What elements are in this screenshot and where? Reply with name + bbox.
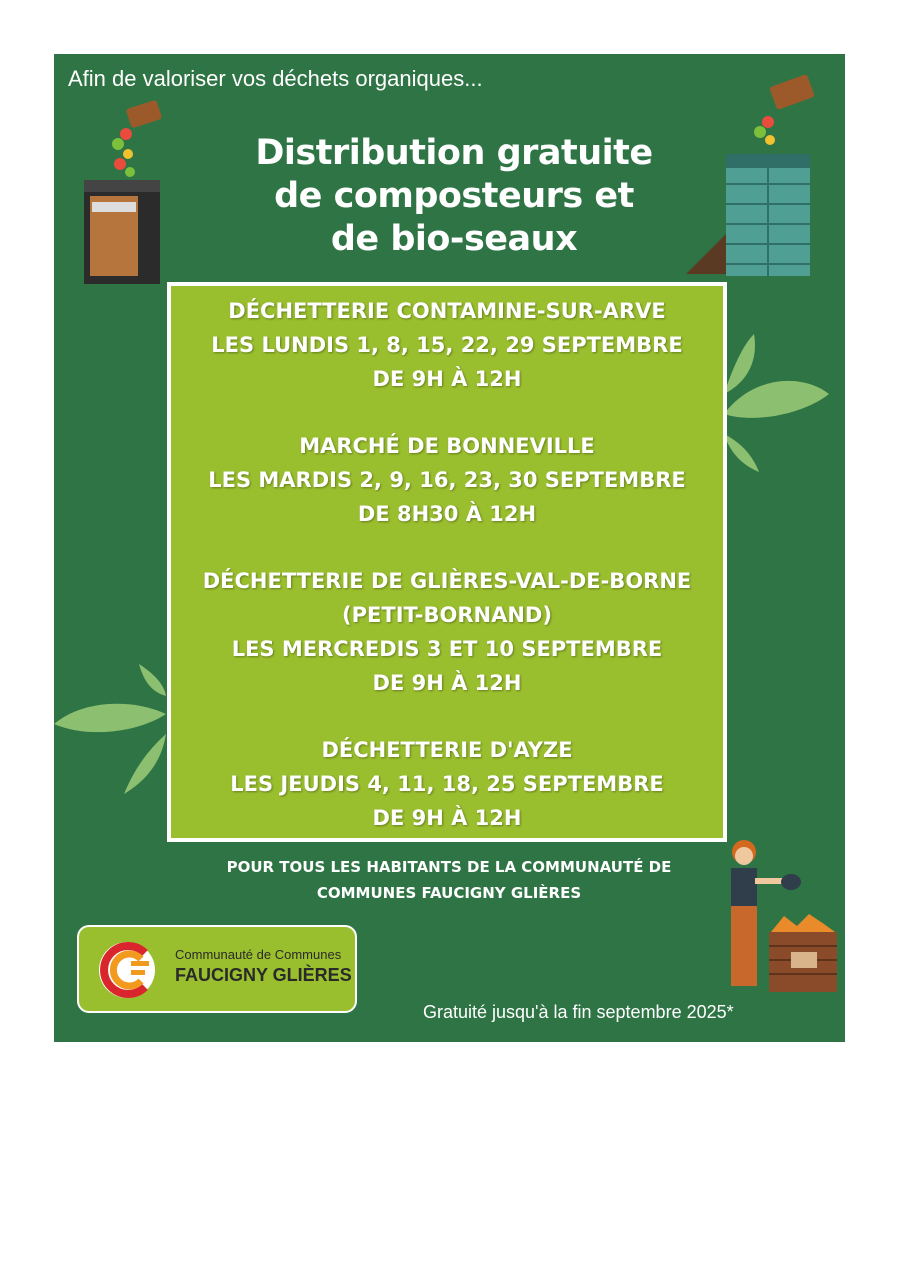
- leaf-decoration-right: [714, 324, 845, 474]
- main-title: [204, 132, 704, 261]
- leaf-decoration-left: [54, 654, 174, 804]
- title-line: de composteurs et: [274, 176, 634, 216]
- venue-hours: DE 9H À 12H: [372, 671, 522, 695]
- venue-contamine: [171, 294, 723, 396]
- compost-bin-illustration: [78, 98, 168, 288]
- venue-dates: LES LUNDIS 1, 8, 15, 22, 29 SEPTEMBRE: [211, 333, 683, 357]
- venue-name: DÉCHETTERIE CONTAMINE-SUR-ARVE: [228, 299, 666, 323]
- logo-title: FAUCIGNY GLIÈRES: [175, 965, 352, 985]
- venue-subname: (PETIT-BORNAND): [342, 603, 552, 627]
- venue-hours: DE 8H30 À 12H: [357, 502, 537, 526]
- audience-line: COMMUNES FAUCIGNY GLIÈRES: [316, 884, 582, 902]
- venue-ayze: [171, 733, 723, 835]
- logo-subtitle: Communauté de Communes: [175, 947, 342, 962]
- venue-dates: LES MERCREDIS 3 ET 10 SEPTEMBRE: [231, 637, 663, 661]
- venue-name: MARCHÉ DE BONNEVILLE: [299, 434, 595, 458]
- audience-text: [174, 854, 724, 906]
- venue-name: DÉCHETTERIE DE GLIÈRES-VAL-DE-BORNE: [202, 569, 692, 593]
- title-line: Distribution gratuite: [255, 133, 653, 173]
- venue-name: DÉCHETTERIE D'AYZE: [321, 738, 573, 762]
- audience-line: POUR TOUS LES HABITANTS DE LA COMMUNAUTÉ DE: [226, 858, 672, 876]
- venue-hours: DE 9H À 12H: [372, 367, 522, 391]
- faucigny-glieres-logo: [77, 925, 357, 1013]
- venue-dates: LES JEUDIS 4, 11, 18, 25 SEPTEMBRE: [230, 772, 664, 796]
- venue-glieres: [171, 564, 723, 700]
- gardener-illustration: [709, 834, 839, 999]
- compost-bin-illustration-right: [686, 74, 826, 284]
- venue-hours: DE 9H À 12H: [372, 806, 522, 830]
- venue-bonneville: [171, 429, 723, 531]
- free-until-note: Gratuité jusqu'à la fin septembre 2025*: [423, 1002, 734, 1022]
- cc-logo-icon: [93, 935, 165, 1005]
- venue-dates: LES MARDIS 2, 9, 16, 23, 30 SEPTEMBRE: [208, 468, 686, 492]
- poster: [54, 54, 845, 1042]
- intro-text: Afin de valoriser vos déchets organiques...: [68, 66, 483, 91]
- schedule-box: [167, 282, 727, 842]
- title-line: de bio-seaux: [330, 219, 578, 259]
